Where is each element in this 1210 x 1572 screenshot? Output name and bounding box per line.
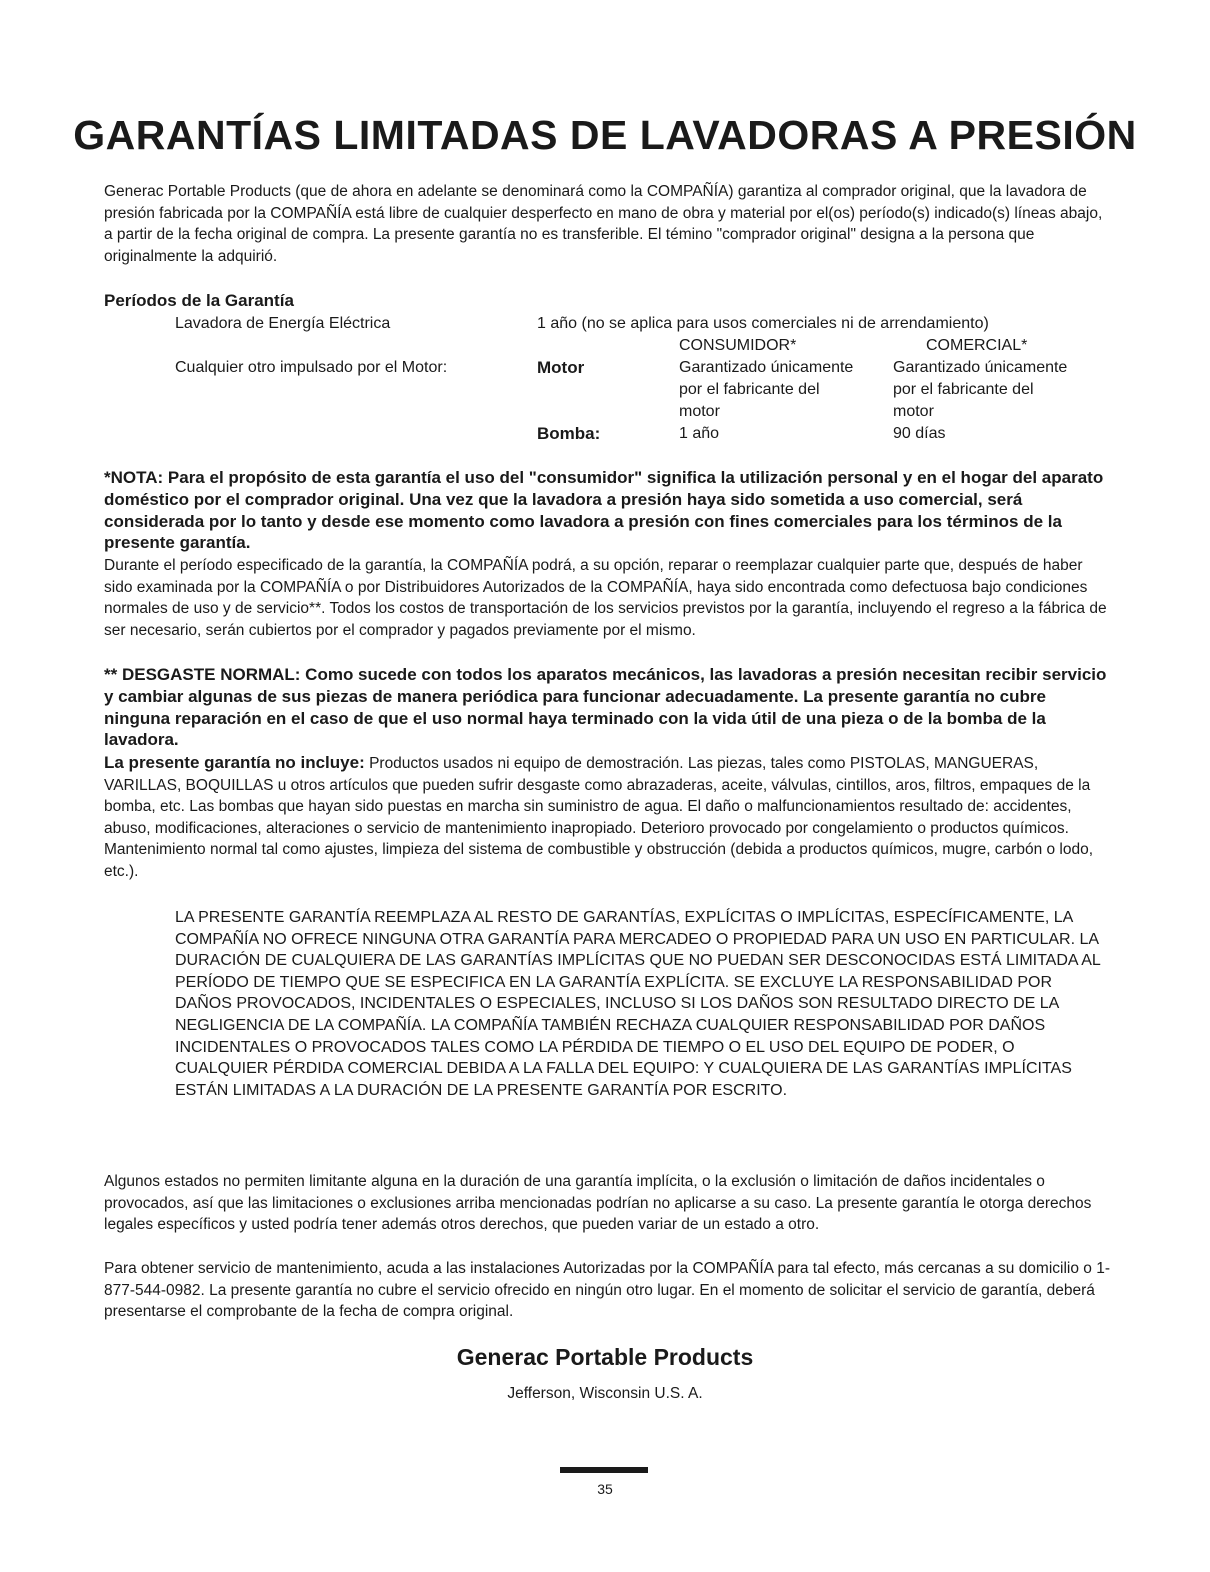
company-name: Generac Portable Products <box>456 1344 754 1370</box>
consumer-column-header: CONSUMIDOR* <box>679 337 797 354</box>
electric-washer-period: 1 año (no se aplica para usos comerciales ni de arrendamiento) <box>537 315 989 332</box>
exclusions-text: Productos usados ni equipo de demostración. Las piezas, tales como PISTOLAS, MANGUERAS, VARILLAS, BOQUILLAS u otros artículos que pueden sufrir desgaste como abrazaderas, aceite, válvulas, cintillos, aros, filtros, empaques de la bomba, etc. Las bombas que hayan sido puestas en marcha sin suministro de agua. El daño o malfuncionamientos resultado de: accidentes, abuso, modificaciones, alteraciones o servicio de mantenimiento inapropiado. Deterioro provocado por congelamiento o productos químicos. Mantenimiento normal tal como ajustes, limpieza del sistema de combustible y obstrucción (debida a productos químicos, mugre, carbón o lodo, etc.). <box>104 755 1094 880</box>
motor-consumer-line-2: por el fabricante del <box>679 381 820 398</box>
disclaimer-block: LA PRESENTE GARANTÍA REEMPLAZA AL RESTO DE GARANTÍAS, EXPLÍCITAS O IMPLÍCITAS, ESPECÍFICAMENTE, LA COMPAÑÍA NO OFRECE NINGUNA OTRA GARANTÍA PARA MERCADEO O PROPIEDAD PARA UN USO EN PARTICULAR. LA DURACIÓN DE CUALQUIERA DE LAS GARANTÍAS IMPLÍCITAS QUE NO PUEDAN SER DESCONOCIDAS ESTÁ LIMITADA AL PERÍODO DE TIEMPO QUE SE ESPECIFICA EN LA GARANTÍA EXPLÍCITA. SE EXCLUYE LA RESPONSABILIDAD POR DAÑOS PROVOCADOS, INCIDENTALES O ESPECIALES, INCLUSO SI LOS DAÑOS SON RESULTADO DIRECTO DE LA NEGLIGENCIA DE LA COMPAÑÍA. LA COMPAÑÍA TAMBIÉN RECHAZA CUALQUIER RESPONSABILIDAD POR DAÑOS INCIDENTALES O PROVOCADOS TALES COMO LA PÉRDIDA DE TIEMPO O EL USO DEL EQUIPO DE PODER, O CUALQUIER PÉRDIDA COMERCIAL DEBIDA A LA FALLA DEL EQUIPO: Y CUALQUIERA DE LAS GARANTÍAS IMPLÍCITAS ESTÁN LIMITADAS A LA DURACIÓN DE LA PRESENTE GARANTÍA POR ESCRITO. <box>175 909 1101 1099</box>
motor-commercial-line-1: Garantizado únicamente <box>893 359 1068 376</box>
consumer-note: *NOTA: Para el propósito de esta garantía el uso del "consumidor" significa la utilización personal y en el hogar del aparato doméstico por el comprador original. Una vez que la lavadora a presión haya sido sometida a uso comercial, será considerada por lo tanto y desde ese momento como lavadora a presión con fines comerciales para los términos de la presente garantía. <box>104 468 1104 553</box>
exclusions-paragraph <box>104 752 1110 883</box>
electric-washer-label: Lavadora de Energía Eléctrica <box>175 315 391 332</box>
motor-commercial-line-3: motor <box>893 403 934 420</box>
motor-label: Motor <box>537 358 585 377</box>
page-title: GARANTÍAS LIMITADAS DE LAVADORAS A PRESIÓN <box>73 112 1137 158</box>
pump-consumer-period: 1 año <box>679 425 720 442</box>
exclusions-label: La presente garantía no incluye: <box>104 753 365 772</box>
intro-paragraph: Generac Portable Products (que de ahora en adelante se denominará como la COMPAÑÍA) garantiza al comprador original, que la lavadora de presión fabricada por la COMPAÑÍA está libre de cualquier desperfecto en mano de obra y material por el(os) período(s) indicado(s) líneas abajo, a partir de la fecha original de compra. La presente garantía no es transferible. El témino "comprador original" designa a la persona que originalmente la adquirió. <box>104 183 1103 265</box>
pump-commercial-period: 90 días <box>893 425 946 442</box>
motor-commercial-line-2: por el fabricante del <box>893 381 1034 398</box>
page-number: 35 <box>597 1481 613 1497</box>
normal-wear-note: ** DESGASTE NORMAL: Como sucede con todos los aparatos mecánicos, las lavadoras a presión necesitan recibir servicio y cambiar algunas de sus piezas de manera periódica para funcionar adecuadamente. La presente garantía no cubre ninguna reparación en el caso de que el uso normal haya terminado con la vida útil de una pieza o de la bomba de la lavadora. <box>104 665 1107 750</box>
engine-driven-label: Cualquier otro impulsado por el Motor: <box>175 359 448 376</box>
service-paragraph: Para obtener servicio de mantenimiento, acuda a las instalaciones Autorizadas por la COMPAÑÍA para tal efecto, más cercanas a su domicilio o 1-877-544-0982. La presente garantía no cubre el servicio ofrecido en ningún otro lugar. En el momento de solicitar el servicio de garantía, deberá presentarse el comprobante de la fecha de compra original. <box>104 1260 1111 1321</box>
page-number-rule <box>560 1467 648 1473</box>
commercial-column-header: COMERCIAL* <box>926 337 1028 354</box>
warranty-periods-heading: Períodos de la Garantía <box>104 291 294 310</box>
motor-consumer-line-1: Garantizado únicamente <box>679 359 854 376</box>
pump-label: Bomba: <box>537 424 601 443</box>
state-rights-paragraph: Algunos estados no permiten limitante alguna en la duración de una garantía implícita, o la exclusión o limitación de daños incidentales o provocados, así que las limitaciones o exclusiones arriba mencionadas podrían no aplicarse a su caso. La presente garantía le otorga derechos legales específicos y usted podría tener además otros derechos, que pueden variar de un estado a otro. <box>104 1173 1092 1234</box>
motor-consumer-line-3: motor <box>679 403 720 420</box>
repair-paragraph: Durante el período especificado de la garantía, la COMPAÑÍA podrá, a su opción, reparar o reemplazar cualquier parte que, después de haber sido examinada por la COMPAÑÍA o por Distribuidores Autorizados de la COMPAÑÍA, haya sido encontrada como defectuosa bajo condiciones normales de uso y de servicio**. Todos los costos de transportación de los servicios previstos por la garantía, incluyendo el regreso a la fábrica de ser necesario, serán cubiertos por el comprador y pagados previamente por el mismo. <box>104 557 1107 639</box>
company-location: Jefferson, Wisconsin U.S. A. <box>507 1385 703 1402</box>
